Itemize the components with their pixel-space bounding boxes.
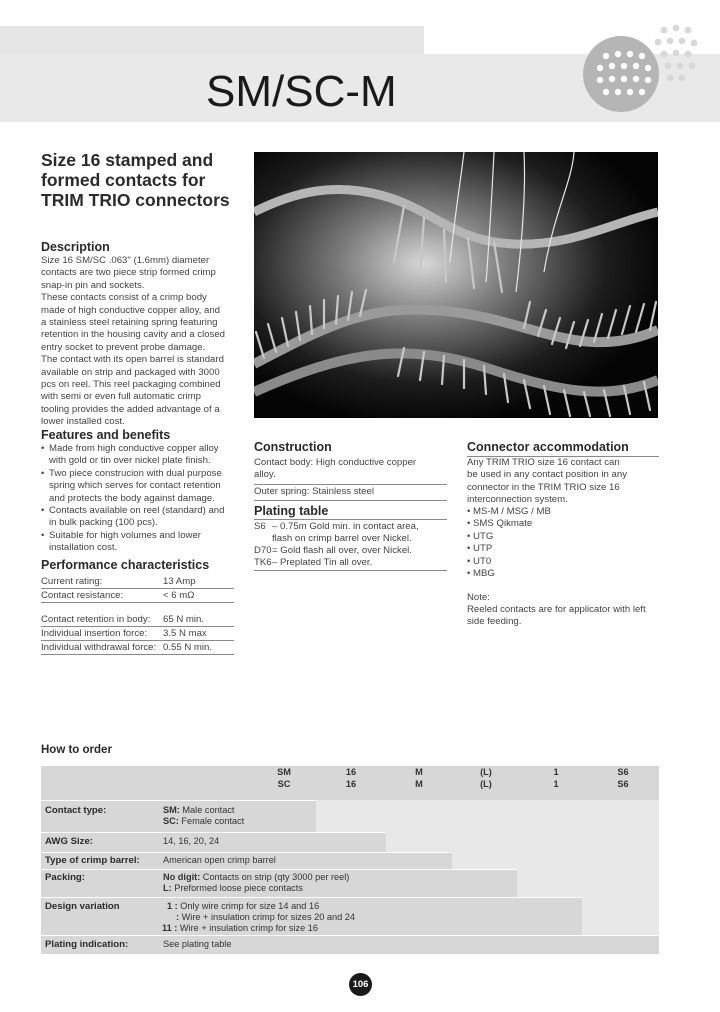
order-value: 14, 16, 20, 24 (163, 836, 220, 846)
accommodation-text: Any TRIM TRIO size 16 contact can be used in any contact position in any connector in the TRIM TRIO size 16 interconnection system. (467, 457, 628, 506)
order-value: 1 : Only wire crimp for size 14 and 16 (167, 901, 320, 911)
performance-value: < 6 mΩ (163, 590, 195, 601)
performance-value: 13 Amp (163, 576, 196, 587)
performance-label: Current rating: (41, 576, 103, 587)
performance-row (41, 627, 234, 641)
plating-table (254, 519, 447, 571)
performance-row (41, 641, 234, 655)
plating-row (254, 545, 447, 557)
accommodation-list (467, 506, 659, 580)
performance-heading: Performance characteristics (41, 558, 210, 572)
note-label: Note: (467, 592, 490, 603)
note-text: Reeled contacts are for applicator with left side feeding. (467, 604, 646, 628)
accommodation-item: • MS-M / MSG / MB (467, 506, 551, 517)
order-code: SM (277, 767, 291, 777)
construction-table (254, 456, 447, 501)
order-value: American open crimp barrel (163, 855, 276, 865)
order-code: M (415, 779, 423, 789)
plating-desc: – Preplated Tin all over. (272, 557, 373, 568)
performance-table (41, 575, 234, 655)
performance-value: 3.5 N max (163, 628, 207, 639)
order-table (41, 766, 659, 954)
performance-value: 65 N min. (163, 614, 205, 625)
page-title: SM/SC-M (206, 67, 397, 116)
plating-code: S6 (254, 521, 266, 532)
accommodation-item: • UT0 (467, 555, 492, 567)
performance-label: Contact resistance: (41, 590, 124, 601)
order-label-plating: Plating indication: (45, 939, 129, 950)
order-code: SC (277, 779, 291, 789)
performance-row (41, 575, 234, 589)
order-code: (L) (480, 779, 492, 789)
order-label-design: Design variation (45, 901, 120, 912)
order-value: SM: Male contact (163, 805, 235, 815)
performance-label: Individual withdrawal force: (41, 642, 157, 653)
description-heading: Description (41, 240, 110, 254)
plating-desc: = Gold flash all over, over Nickel. (272, 545, 412, 556)
plating-row (254, 557, 447, 569)
plating-code: TK6 (254, 557, 272, 568)
header-band-top (0, 26, 424, 54)
accommodation-item: • UTP (467, 543, 493, 555)
construction-heading: Construction (254, 440, 332, 454)
features-item: • Made from high conductive copper alloy with gold or tin over nickel plate finish. (41, 443, 246, 468)
order-label-packing: Packing: (45, 872, 85, 883)
dot-pattern-logo (576, 16, 706, 116)
order-heading: How to order (41, 744, 112, 756)
order-value: L: Preformed loose piece contacts (163, 883, 303, 893)
accommodation-item: • SMS Qikmate (467, 518, 533, 530)
order-code: 1 (553, 767, 559, 777)
order-value: : Wire + insulation crimp for sizes 20 and 24 (176, 912, 355, 922)
accommodation-heading: Connector accommodation (467, 440, 629, 454)
plating-row (254, 521, 447, 545)
product-photo (254, 152, 658, 418)
features-item: • Two piece construcion with dual purpose spring which serves for contact retention and protects the body against damage. (41, 468, 246, 505)
main-title: Size 16 stamped and formed contacts for TRIM TRIO connectors (41, 150, 230, 210)
plating-heading: Plating table (254, 504, 329, 518)
performance-label: Contact retention in body: (41, 614, 151, 625)
features-item: • Contacts available on reel (standard) and in bulk packing (100 pcs). (41, 505, 246, 530)
order-code: S6 (617, 767, 629, 777)
features-item: • Suitable for high volumes and lower installation cost. (41, 530, 246, 555)
order-code: S6 (617, 779, 629, 789)
performance-label: Individual insertion force: (41, 628, 148, 639)
plating-desc: – 0.75m Gold min. in contact area, flash on crimp barrel over Nickel. (272, 521, 419, 544)
plating-code: D70 (254, 545, 272, 556)
features-list (41, 443, 246, 555)
order-label-contact-type: Contact type: (45, 805, 107, 816)
construction-row: Contact body: High conductive copper alloy. (254, 456, 447, 485)
features-heading: Features and benefits (41, 428, 171, 442)
order-label-barrel: Type of crimp barrel: (45, 855, 140, 866)
order-value: 11 : Wire + insulation crimp for size 16 (162, 923, 318, 933)
page-number: 106 (349, 973, 372, 996)
order-code: 16 (345, 767, 357, 777)
order-value: No digit: Contacts on strip (qty 3000 per reel) (163, 872, 350, 882)
order-code: (L) (480, 767, 492, 777)
order-code: 16 (345, 779, 357, 789)
order-value: SC: Female contact (163, 816, 245, 826)
order-code: M (415, 767, 423, 777)
performance-row (41, 613, 234, 627)
performance-row (41, 589, 234, 603)
construction-row: Outer spring: Stainless steel (254, 485, 447, 501)
order-label-awg: AWG Size: (45, 836, 93, 847)
order-code: 1 (553, 779, 559, 789)
performance-value: 0.55 N min. (163, 642, 213, 653)
order-value: See plating table (163, 939, 232, 949)
accommodation-item: • UTG (467, 530, 494, 542)
accommodation-item: • MBG (467, 568, 495, 580)
description-text: Size 16 SM/SC .063" (1.6mm) diameter contacts are two piece strip formed crimp snap-in pin and sockets. These contacts consist of a crimp body made of high conductive copper alloy, and a stainless steel retaining spring featuring retention in the housing cavity and a closed entry socket to prevent probe damage. The contact with its open barrel is standard available on strip and packaged with 3000 pcs on reel. This reel packaging combined with semi or even full automatic crimp tooling provides the added advantage of a lower installed cost. (41, 255, 226, 428)
